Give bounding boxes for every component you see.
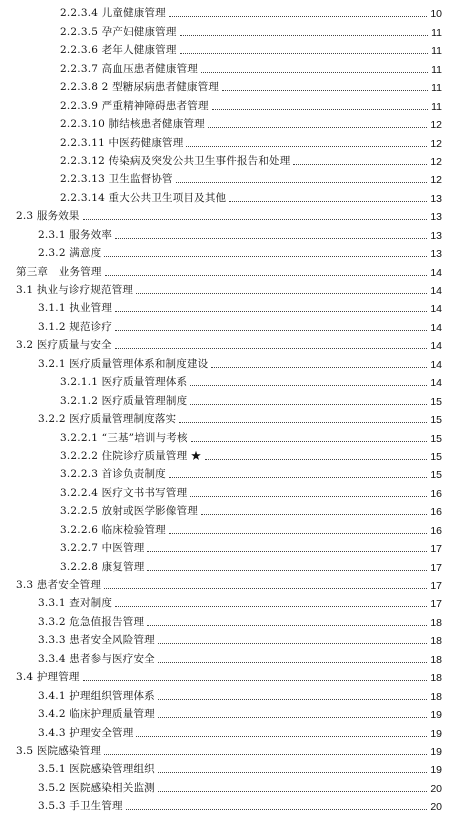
toc-entry-title: 3.3.2 危急值报告管理 [38,615,145,628]
dot-leader [83,219,428,220]
toc-entry-page-number: 14 [430,377,442,390]
toc-entry-title: 2.2.3.5 孕产妇健康管理 [60,25,177,38]
toc-entry-page-number: 17 [430,580,442,592]
toc-entry-page-number: 19 [430,745,442,758]
toc-entry[interactable] [16,426,442,444]
toc-entry-title: 3.2.1.2 医疗质量管理制度 [60,394,188,407]
toc-entry-page-number: 16 [430,524,442,537]
dot-leader [212,109,428,110]
toc-entry[interactable] [16,242,442,260]
dot-leader [83,680,428,681]
dot-leader [147,625,427,626]
toc-entry-title: 3.2.2 医疗质量管理制度落实 [38,413,177,426]
dot-leader [222,90,428,91]
toc-entry[interactable] [16,610,442,628]
dot-leader [180,53,429,54]
toc-entry-title: 3.3.3 患者安全风险管理 [38,634,155,647]
dot-leader [158,643,427,644]
toc-entry[interactable] [16,445,442,463]
toc-entry-title: 2.2.3.11 中医药健康管理 [60,136,184,149]
toc-entry[interactable] [16,352,442,370]
toc-entry-page-number: 14 [430,266,442,279]
dot-leader [180,35,429,36]
toc-entry-page-number: 16 [430,506,442,519]
toc-entry[interactable] [16,592,442,610]
toc-entry[interactable] [16,555,442,573]
toc-entry[interactable] [16,260,442,278]
toc-entry-page-number: 18 [430,672,442,685]
dot-leader [176,182,428,183]
toc-entry-title: 2.2.3.7 高血压患者健康管理 [60,62,198,75]
toc-entry-title: 3.5.1 医院感染管理组织 [38,763,155,776]
toc-entry-title: 2.3.2 满意度 [38,247,102,260]
toc-entry-title: 3.1 执业与诊疗规范管理 [16,284,134,296]
toc-entry[interactable] [16,371,442,389]
dot-leader [147,551,427,552]
toc-entry[interactable] [16,2,442,20]
toc-entry-title: 2.2.3.4 儿童健康管理 [60,7,166,20]
toc-entry[interactable] [16,113,442,131]
dot-leader [105,275,428,276]
dot-leader [229,201,427,202]
toc-entry-title: 2.2.3.12 传染病及突发公共卫生事件报告和处理 [60,154,291,167]
toc-entry-page-number: 14 [430,285,442,297]
dot-leader [115,348,428,349]
toc-entry-title: 3.4.2 临床护理质量管理 [38,708,155,721]
toc-entry[interactable] [16,279,442,297]
toc-entry-page-number: 18 [430,616,442,629]
toc-entry-title: 3.4.1 护理组织管理体系 [38,689,155,702]
toc-entry-page-number: 14 [430,321,442,334]
toc-entry-page-number: 14 [430,358,442,371]
toc-entry-page-number: 14 [430,303,442,316]
toc-entry-page-number: 15 [430,469,442,482]
toc-entry[interactable] [16,758,442,776]
dot-leader [126,809,428,810]
dot-leader [190,496,427,497]
toc-entry-title: 3.5.3 手卫生管理 [38,800,123,813]
toc-entry-page-number: 13 [430,248,442,261]
toc-entry[interactable] [16,776,442,794]
toc-entry-page-number: 11 [431,26,442,39]
toc-entry-title: 2.2.3.6 老年人健康管理 [60,44,177,57]
toc-entry-page-number: 18 [430,690,442,703]
toc-entry[interactable] [16,150,442,168]
dot-leader [147,570,427,571]
toc-entry[interactable] [16,721,442,739]
toc-entry[interactable] [16,76,442,94]
dot-leader [115,238,427,239]
dot-leader [208,127,427,128]
dot-leader [191,441,428,442]
dot-leader [104,256,427,257]
toc-entry-page-number: 20 [430,782,442,795]
dot-leader [169,16,427,17]
toc-entry-page-number: 18 [430,635,442,648]
toc-entry-title: 3.2 医疗质量与安全 [16,339,112,352]
toc-entry-page-number: 20 [430,801,442,813]
toc-entry-page-number: 10 [430,8,442,21]
table-of-contents [16,2,442,813]
toc-entry[interactable] [16,684,442,702]
toc-entry-title: 3.5 医院感染管理 [16,744,102,757]
toc-entry[interactable] [16,518,442,536]
toc-entry-title: 3.5.2 医院感染相关监测 [38,781,155,794]
dot-leader [169,477,427,478]
toc-entry-title: 2.2.3.8 2 型糖尿病患者健康管理 [60,81,220,94]
toc-entry[interactable] [16,666,442,684]
toc-entry-title: 第三章 业务管理 [16,265,102,278]
dot-leader [158,772,427,773]
toc-entry[interactable] [16,740,442,758]
toc-entry-title: 3.4 护理管理 [16,671,80,684]
toc-entry-page-number: 12 [430,137,442,150]
toc-entry[interactable] [16,334,442,352]
toc-entry-page-number: 16 [430,487,442,500]
toc-entry-title: 3.4.3 护理安全管理 [38,726,134,739]
toc-entry-page-number: 19 [430,709,442,722]
dot-leader [115,330,427,331]
dot-leader [211,367,427,368]
toc-entry-page-number: 18 [430,653,442,666]
toc-entry-page-number: 13 [430,192,442,205]
toc-entry[interactable] [16,57,442,75]
toc-entry-title: 3.2.2.2 住院诊疗质量管理 ★ [60,449,202,462]
toc-entry-title: 3.2.2.7 中医管理 [60,542,145,555]
toc-entry-page-number: 12 [430,119,442,132]
toc-entry-title: 2.2.3.10 肺结核患者健康管理 [60,118,205,131]
toc-entry-page-number: 15 [430,414,442,427]
toc-entry[interactable] [16,389,442,407]
toc-entry-title: 3.2.2.1 “三基”培训与考核 [60,431,188,444]
toc-entry[interactable] [16,703,442,721]
toc-entry-page-number: 17 [430,561,442,574]
toc-entry[interactable] [16,20,442,38]
toc-entry[interactable] [16,537,442,555]
toc-entry-page-number: 19 [430,764,442,777]
toc-entry[interactable] [16,574,442,592]
toc-entry[interactable] [16,647,442,665]
toc-entry-page-number: 13 [430,211,442,224]
toc-entry-page-number: 14 [430,340,442,353]
toc-entry[interactable] [16,408,442,426]
toc-entry[interactable] [16,315,442,333]
dot-leader [205,459,428,460]
toc-entry[interactable] [16,500,442,518]
toc-entry-title: 3.1.2 规范诊疗 [38,320,113,333]
toc-entry-title: 3.2.1 医疗质量管理体系和制度建设 [38,357,209,370]
toc-entry[interactable] [16,94,442,112]
toc-entry-title: 3.2.2.4 医疗文书书写管理 [60,486,188,499]
toc-entry-title: 3.3.1 查对制度 [38,597,113,610]
dot-leader [201,72,428,73]
toc-entry[interactable] [16,205,442,223]
dot-leader [158,699,427,700]
toc-entry[interactable] [16,186,442,204]
dot-leader [190,385,427,386]
toc-entry[interactable] [16,39,442,57]
toc-entry[interactable] [16,795,442,813]
toc-entry[interactable] [16,223,442,241]
toc-entry-title: 3.1.1 执业管理 [38,302,113,315]
toc-entry-page-number: 11 [431,100,442,113]
dot-leader [136,293,427,294]
toc-entry-title: 3.2.2.3 首诊负责制度 [60,468,166,481]
toc-entry-page-number: 15 [430,450,442,463]
toc-entry-page-number: 11 [431,45,442,58]
toc-entry[interactable] [16,297,442,315]
toc-entry-page-number: 17 [430,543,442,556]
toc-entry-title: 2.2.3.9 严重精神障碍患者管理 [60,99,209,112]
toc-entry-title: 3.3 患者安全管理 [16,579,102,591]
dot-leader [104,588,427,589]
toc-entry-title: 3.2.2.6 临床检验管理 [60,523,166,536]
toc-entry-page-number: 12 [430,155,442,168]
dot-leader [158,662,427,663]
toc-entry[interactable] [16,463,442,481]
dot-leader [293,164,427,165]
toc-entry-page-number: 17 [430,598,442,611]
dot-leader [186,146,427,147]
toc-entry-title: 3.2.1.1 医疗质量管理体系 [60,376,188,389]
dot-leader [179,422,427,423]
dot-leader [104,754,427,755]
dot-leader [201,514,427,515]
toc-entry[interactable] [16,131,442,149]
dot-leader [136,736,427,737]
toc-entry[interactable] [16,629,442,647]
toc-entry-title: 3.3.4 患者参与医疗安全 [38,652,155,665]
toc-entry-page-number: 11 [431,82,442,95]
dot-leader [158,791,427,792]
toc-entry[interactable] [16,168,442,186]
toc-entry-title: 2.3.1 服务效率 [38,228,113,241]
toc-entry-page-number: 12 [430,174,442,187]
toc-entry-page-number: 15 [430,432,442,445]
toc-entry-page-number: 13 [430,229,442,242]
toc-entry-title: 3.2.2.5 放射或医学影像管理 [60,505,198,518]
toc-entry-page-number: 11 [431,63,442,76]
toc-entry-title: 2.3 服务效果 [16,210,80,223]
toc-entry-title: 2.2.3.13 卫生监督协管 [60,173,173,186]
toc-entry-title: 3.2.2.8 康复管理 [60,560,145,573]
dot-leader [190,404,427,405]
dot-leader [169,533,427,534]
toc-entry[interactable] [16,481,442,499]
dot-leader [115,311,427,312]
toc-entry-title: 2.2.3.14 重大公共卫生项目及其他 [60,191,227,204]
toc-entry-page-number: 15 [430,395,442,408]
dot-leader [158,717,427,718]
toc-entry-page-number: 19 [430,727,442,740]
dot-leader [115,606,427,607]
